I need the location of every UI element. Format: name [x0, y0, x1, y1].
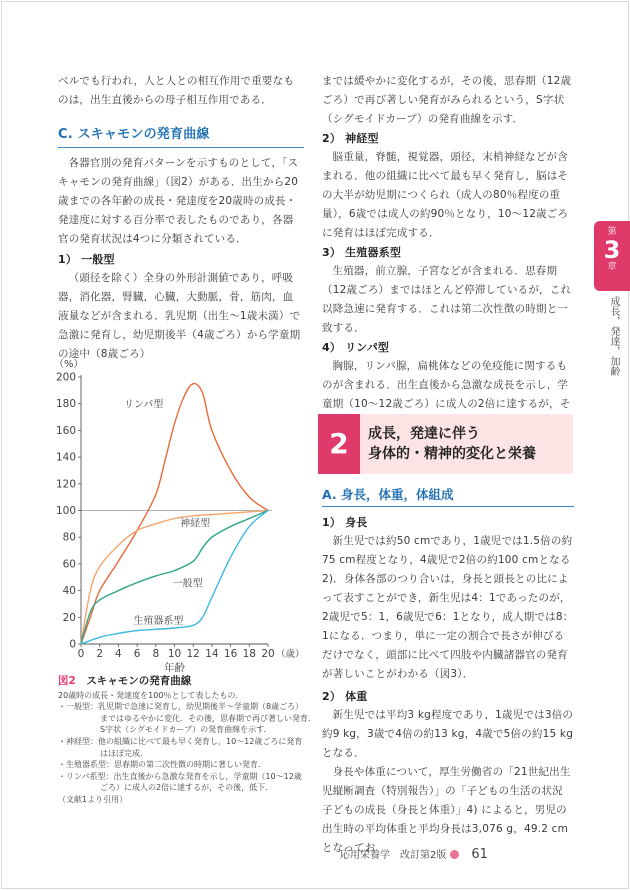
y-tick-label: 20 — [62, 611, 76, 624]
caption-item-reproductive: ・生殖器系型：思春期の第二次性徴の時期に著しい発育． — [58, 760, 266, 770]
caption-item-neural-cont: はほぼ完成． — [100, 748, 148, 758]
y-tick-label: 40 — [62, 585, 76, 598]
left-para-general-type: （頭径を除く）全身の外形計測値であり，呼吸器，消化器，腎臓，心臓，大動脈，骨，筋肉，血液量などが含まれる．乳児期（出生～1歳未満）で急激に発育し，幼児期後半（4歳ごろ）から学童期の途中（8歳ごろ） — [58, 272, 301, 360]
x-tick-label: 16 — [223, 648, 238, 660]
x-tick-label: 2 — [96, 648, 104, 660]
caption-source: （文献1より引用） — [58, 794, 128, 804]
page-footer — [340, 846, 580, 862]
y-tick-label: 200 — [55, 371, 76, 384]
section-title-line2: 身体的・精神的変化と栄養 — [368, 446, 536, 462]
series-lymphoid-line — [81, 384, 268, 644]
heading-scammon: C. スキャモンの発育曲線 — [58, 125, 304, 148]
left-para-scammon: 各器官別の発育パターンを示すものとして，「スキャモンの発育曲線」（図2）がある．出生から20歳までの各年齢の成長・発達度を20歳時の成長・発達度に対する百分率で表したものであり，各器官の発育状況は4つに分類されている． — [58, 157, 299, 245]
subheading-weight: 2） 体重 — [322, 690, 368, 703]
section-number: 2 — [318, 414, 360, 474]
x-axis-label: 年齢 — [164, 662, 185, 674]
left-column — [58, 72, 304, 364]
subheading-height: 1） 身長 — [322, 516, 368, 529]
heading-height-weight: A. 身長，体重，体組成 — [322, 485, 574, 507]
series-label-general: 一般型 — [172, 578, 203, 590]
x-tick-label: 20 — [261, 648, 275, 660]
figure-caption-title — [58, 676, 328, 688]
subheading-lymphoid-type: 4） リンパ型 — [322, 341, 390, 354]
chapter-title-vertical: 成長，発達，加齢 — [608, 296, 619, 376]
x-tick-label: 18 — [242, 648, 256, 660]
footer-book-title: 応用栄養学 改訂第2版 — [340, 850, 447, 861]
x-tick-label: 14 — [205, 648, 219, 660]
right-para-height: 新生児では約50 cmであり，1歳児では1.5倍の約75 cm程度となり，4歳児で2倍の約100 cmとなる2)．身体各部のつり合いは，身長と頭長との比によって表すことができ，新生児は4：1であったのが，2歳児で5：1，6歳児で6：1となり，成人期では8：1になる．つまり，単に一定の割合で長さが伸びるだけでなく，頭部に比べて四肢や内臓諸器官の発育が著しいことがわかる（図3）． — [322, 535, 574, 680]
right-para-reproductive: 生殖器，前立腺，子宮などが含まれる．思春期（12歳ごろ）まではほとんど停滞しているが，これ以降急速に発育する．これは第二次性徴の時期と一致する． — [322, 265, 572, 334]
caption-item-general-cont1: まではゆるやかに変化．その後，思春期で再び著しい発育． — [100, 713, 316, 723]
x-axis-unit: （歳） — [276, 649, 305, 660]
subheading-general-type: 1） 一般型 — [58, 253, 115, 266]
right-para-neural: 脳重量，脊髄，視覚器，頭径，末梢神経などが含まれる．他の組織に比べて最も早く発育し，脳はその大半が幼児期につくられ（成人の80％程度の重量），6歳では成人の約90％となり，10～12歳ごろに発育はほぼ完成する． — [322, 151, 569, 239]
subheading-reproductive-type: 3） 生殖器系型 — [322, 246, 402, 259]
y-tick-label: 180 — [55, 398, 76, 411]
section-title-line1: 成長，発達に伴う — [368, 426, 480, 442]
section-banner — [318, 414, 573, 474]
caption-line: 20歳時の成長・発達度を100％として表したもの． — [58, 690, 244, 700]
y-tick-label: 0 — [69, 638, 76, 651]
y-tick-label: 140 — [55, 451, 76, 464]
chapter-dai: 第 — [607, 227, 617, 237]
footer-dot-icon — [450, 850, 459, 859]
series-label-lymphoid: リンパ型 — [124, 399, 164, 411]
figure-label: 図2 — [58, 675, 76, 687]
figure-title: スキャモンの発育曲線 — [86, 675, 192, 687]
caption-item-neural: ・神経型：他の組織に比べて最も早く発育し，10～12歳ごろに発育 — [58, 736, 303, 746]
series-label-reproductive: 生殖器系型 — [133, 615, 184, 627]
y-axis-unit: （%） — [54, 359, 84, 370]
subheading-neural-type: 2） 神経型 — [322, 132, 379, 145]
chapter-number: 3 — [603, 236, 621, 264]
y-tick-label: 100 — [55, 505, 76, 517]
caption-item-general: ・一般型：乳児期で急速に発育し，幼児期後半～学童期（8歳ごろ） — [58, 702, 304, 712]
x-tick-label: 0 — [77, 648, 85, 660]
right-para-survey: 身長や体重について，厚生労働省の「21世紀出生児縦断調査（特別報告）」の「子どもの生活の状況 子どもの成長（身長と体重）」4) によると，男児の出生時の平均体重と平均身長は3,076 g，49.2 cmとなってお — [322, 766, 571, 854]
x-tick-label: 4 — [115, 648, 122, 660]
left-para-continued-line2: のは，出生直後からの母子相互作用である． — [58, 94, 272, 106]
y-tick-label: 60 — [62, 558, 76, 571]
chapter-sho: 章 — [607, 262, 617, 272]
right-para-weight: 新生児では平均3 kg程度であり，1歳児では3倍の約9 kg，3歳で4倍の約13 kg，4歳で5倍の約15 kgとなる． — [322, 709, 574, 759]
figure-caption — [58, 676, 328, 806]
section-title — [368, 424, 536, 464]
caption-item-general-cont2: S字状（シグモイドカーブ）の発育曲線を示す． — [100, 725, 272, 735]
right-para-lymphoid: 胸腺，リンパ腺，扁桃体などの免疫能に関するものが含まれる．出生直後から急激な成長を示し，学童期（10～12歳ごろ）に成人の2倍に達するが，そ — [322, 360, 571, 410]
left-para-continued-line1: ベルでも行われ，人と人との相互作用で重要なも — [58, 75, 295, 87]
right-column-lower — [322, 513, 574, 858]
x-tick-label: 12 — [186, 648, 200, 660]
x-tick-label: 8 — [152, 648, 160, 660]
x-tick-label: 10 — [167, 648, 182, 660]
page-number: 61 — [471, 847, 488, 862]
series-label-neural: 神経型 — [180, 518, 211, 530]
x-tick-label: 6 — [133, 648, 141, 660]
y-tick-label: 80 — [62, 531, 76, 544]
y-tick-label: 160 — [55, 424, 76, 437]
chapter-tab — [594, 221, 630, 291]
y-tick-label: 120 — [55, 478, 76, 491]
caption-item-lymphoid-cont: ごろ）に成人の2倍に達するが，その後，低下． — [100, 783, 274, 793]
caption-item-lymphoid: ・リンパ系型：出生直後から急激な発育を示し，学童期（10～12歳 — [58, 771, 302, 781]
right-column-upper — [322, 72, 574, 433]
right-para-general-cont: までは緩やかに変化するが，その後，思春期（12歳ごろ）で再び著しい発育がみられるという，S字状（シグモイドカーブ）の発育曲線を示す． — [322, 75, 572, 125]
scammon-growth-chart — [50, 352, 312, 677]
